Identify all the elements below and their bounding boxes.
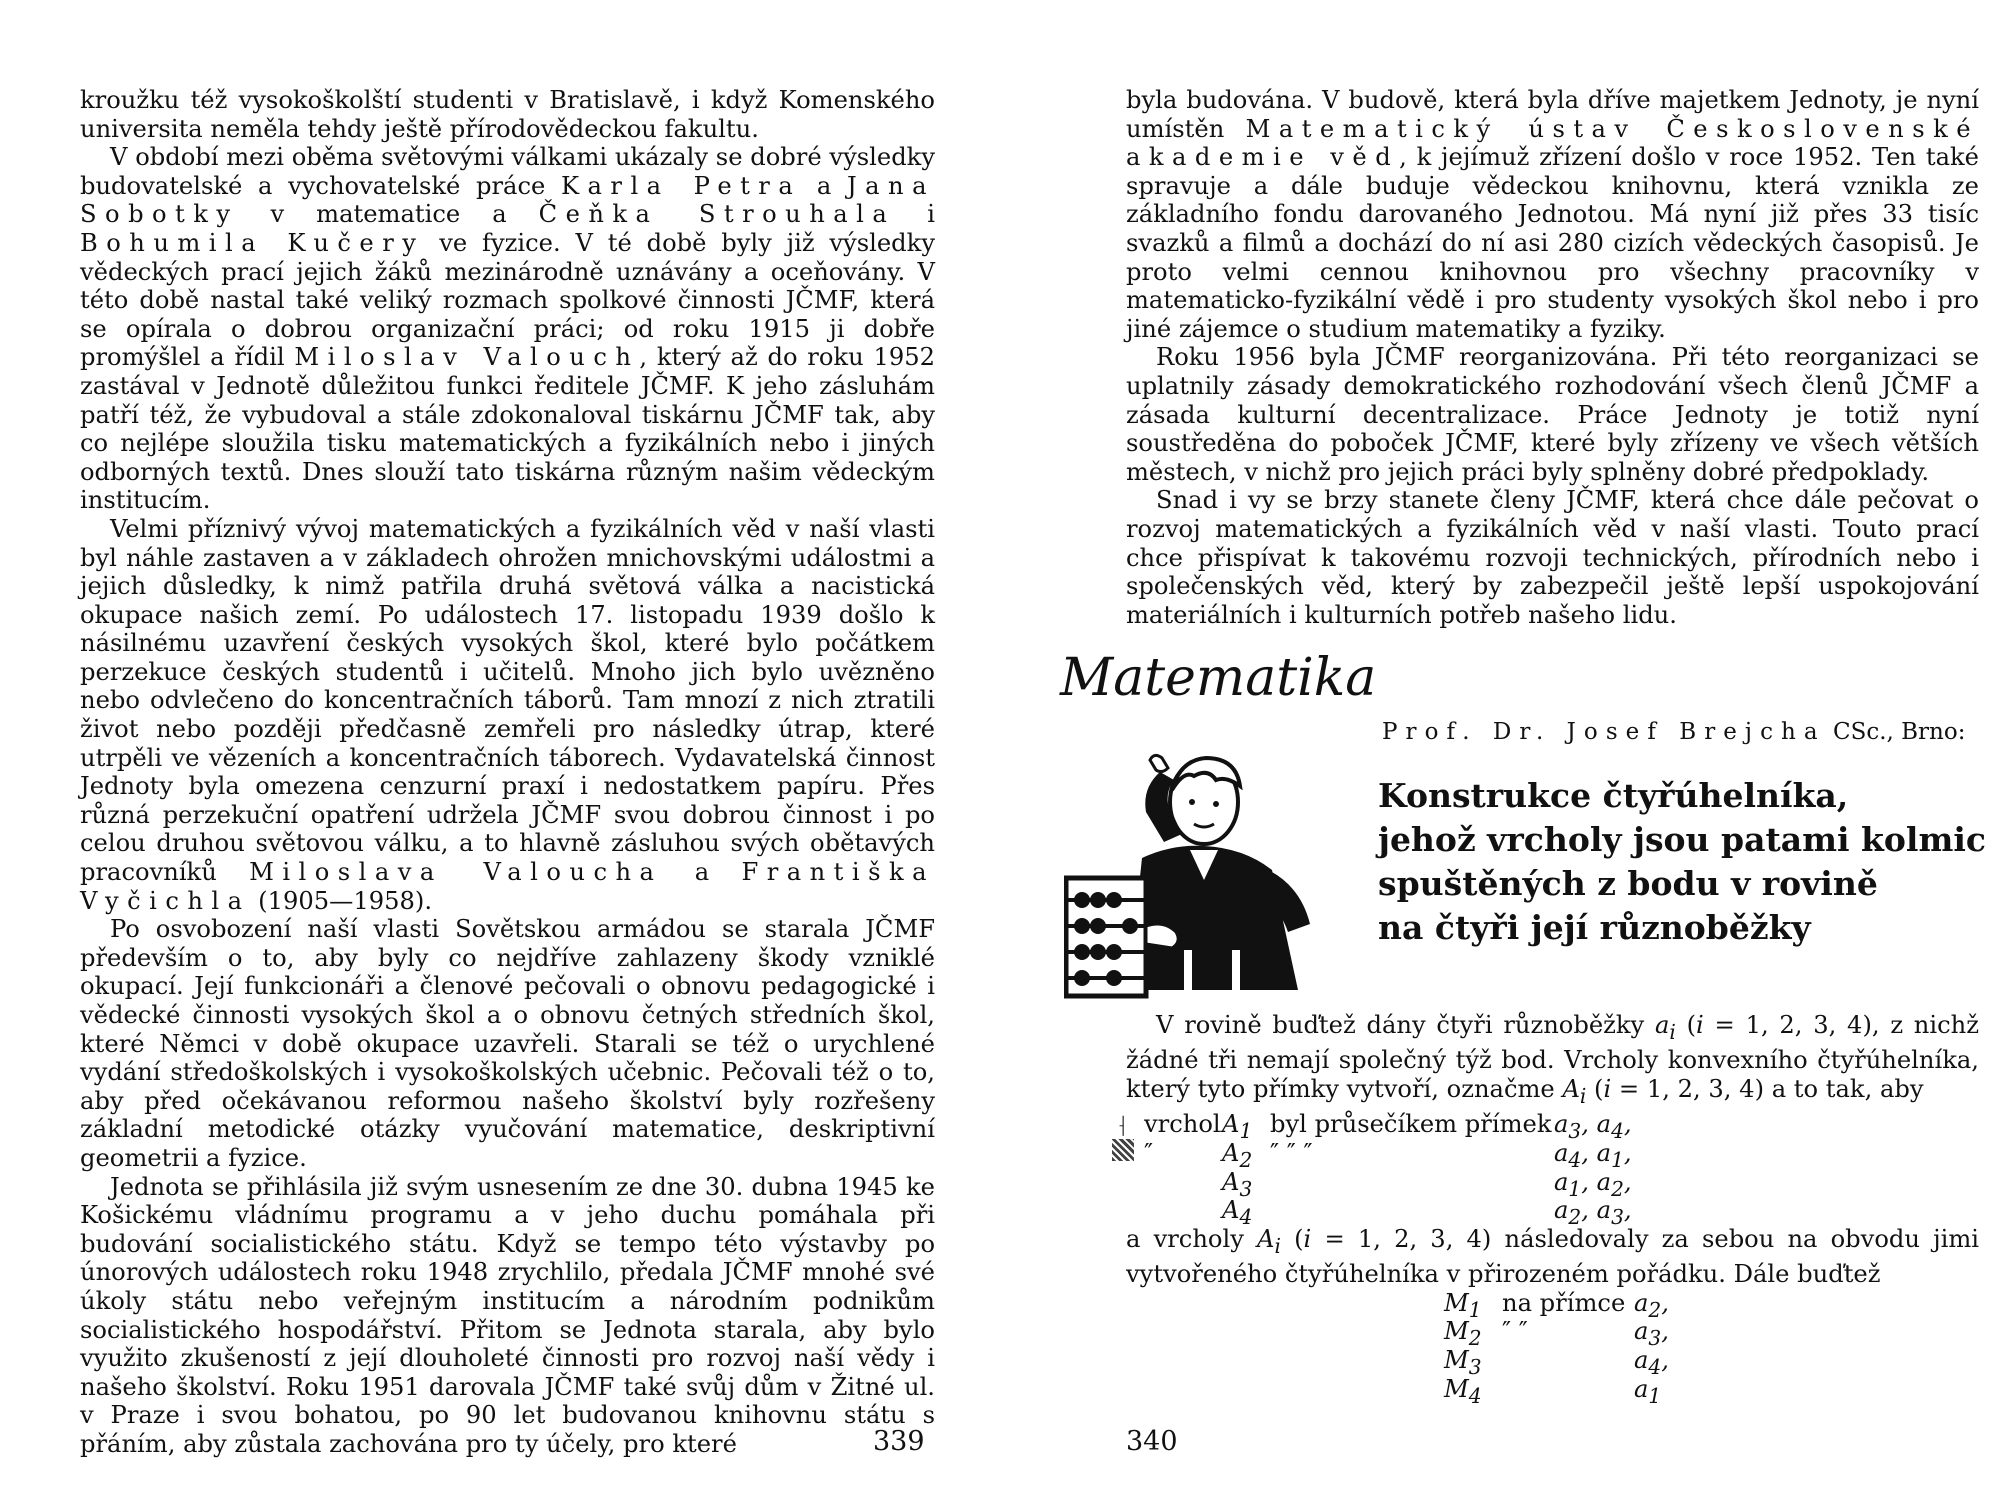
point-name: $M_2$ [1444, 1317, 1482, 1351]
math-section-body [1116, 1011, 1979, 1408]
point-line: $a_4$, [1634, 1346, 1669, 1379]
vertex-lines: $a_2$, $a_3$, [1554, 1196, 1632, 1230]
page-number-left: 339 [873, 1426, 925, 1457]
vertex-name: $A_1$ [1222, 1110, 1253, 1144]
point-row [1126, 1374, 1979, 1408]
point-row [1126, 1288, 1979, 1322]
vertex-row: ⸡ vrchol $A_1$ byl průsečíkem přímek $a_3$, $a_4$, [1126, 1110, 1979, 1139]
abacus-figure-illustration [1064, 750, 1329, 1008]
vertex-definition-list [1116, 1110, 1979, 1230]
point-line: $a_3$, [1634, 1317, 1669, 1351]
math-after-vertices-paragraph: a vrcholy $A_i$ (i = 1, 2, 3, 4) následovaly za sebou na obvodu jimi vytvořeného čtyřúhelníka v přirozeném pořádku. Dále buďtež [1126, 1224, 1979, 1289]
math-intro-paragraph: V rovině buďtež dány čtyři různoběžky $a_i$ (i = 1, 2, 3, 4), z nichž žádné tři nemají společný týž bod. Vrcholy konvexního čtyřúhelníka, který tyto přímky vytvoří, označme $A_i$ (i = 1, 2, 3, 4) a to tak, aby [1126, 1011, 1979, 1108]
vertex-description: ″ ″ ″ [1270, 1139, 1313, 1168]
left-page-paragraph: V období mezi oběma světovými válkami ukázaly se dobré výsledky budovatelské a vychovatelské práce Karla Petra a Jana Sobotky v matematice a Čeňka Strouhala i Bohumila Kučery ve fyzice. V té době byly již výsledky vědeckých prací jejich žáků mezinárodně uznávány a oceňovány. V této době nastal také veliký rozmach spolkové činnosti JČMF, která se opírala o dobrou organizační práci; od roku 1915 ji dobře promýšlel a řídil Miloslav Valouch, který až do roku 1952 zastával v Jednotě důležitou funkci ředitele JČMF. K jeho zásluhám patří též, že vybudoval a stále zdokonaloval tiskárnu JČMF tak, aby co nejlépe sloužila tisku matematických a fyzikálních nebo i jiných odborných textů. Dnes slouží tato tiskárna různým našim vědeckým institucím. [80, 143, 935, 515]
point-row [1126, 1346, 1979, 1379]
point-row [1126, 1317, 1979, 1351]
vertex-name: $A_4$ [1222, 1196, 1253, 1230]
vertex-lines: $a_4$, $a_1$, [1554, 1139, 1632, 1172]
point-name: $M_1$ [1444, 1288, 1482, 1322]
vertex-name: $A_2$ [1222, 1139, 1253, 1172]
point-description: na přímce [1502, 1288, 1626, 1317]
page-number-right: 340 [1126, 1426, 1178, 1457]
point-definition-list [1126, 1288, 1979, 1408]
right-page-paragraph: Roku 1956 byla JČMF reorganizována. Při této reorganizaci se uplatnily zásady demokratického rozhodování všech členů JČMF a zásada kulturní decentralizace. Práce Jednoty je totiž nyní soustředěna do poboček JČMF, které byly zřízeny ve všech větších městech, v nichž pro jejich práci byly splněny dobré předpoklady. [1126, 343, 1979, 486]
point-name: $M_4$ [1444, 1374, 1482, 1408]
left-page-paragraph: Jednota se přihlásila již svým usnesením ze dne 30. dubna 1945 ke Košickému vládnímu programu a v jeho duchu pomáhala při budování socialistického státu. Když se tempo této výstavby po únorových událostech roku 1948 zrychlilo, předala JČMF mnohé své úkoly státu nebo veřejným institucím a národním podnikům socialistického hospodářství. Přitom se Jednota starala, aby bylo využito zkušeností z její dlouholeté činnosti pro rozvoj naší vědy i našeho školství. Roku 1951 darovala JČMF také svůj dům v Žitné ul. v Praze i svou bohatou, po 90 let budovanou knihovnu státu s přáním, aby zůstala zachována pro ty účely, pro které [80, 1172, 935, 1458]
section-heading: Matematika [1060, 648, 1377, 708]
right-page-text [1126, 86, 1979, 629]
vertex-row [1126, 1139, 1979, 1172]
article-title: Konstrukce čtyřúhelníka, jehož vrcholy jsou patami kolmic spuštěných z bodu v rovině na čtyři její různoběžky [1378, 776, 1987, 947]
vertex-label: vrchol [1144, 1110, 1221, 1139]
point-line: $a_1$ [1634, 1374, 1662, 1408]
vertex-row [1126, 1196, 1979, 1230]
vertex-name: $A_3$ [1222, 1167, 1253, 1201]
right-page-paragraph: Snad i vy se brzy stanete členy JČMF, která chce dále pečovat o rozvoj matematických a fyzikálních věd v naší vlasti. Touto prací chce přispívat k takovému rozvoji technických, přírodních nebo i společenských věd, který by zabezpečil ještě lepší uspokojování materiálních i kulturních potřeb našeho lidu. [1126, 486, 1979, 629]
left-page-paragraph: Po osvobození naší vlasti Sovětskou armádou se starala JČMF především o to, aby byly co nejdříve zahlazeny škody vzniklé okupací. Její funkcionáři a členové pečovali o obnovu pedagogické i vědecké činnosti vysokých škol a o obnovu četných středních škol, které Němci v době okupace uzavřeli. Starali se též o urychlené vydání středoškolských i vysokoškolských učebnic. Pečovali též o to, aby před očekávanou reformou našeho školství byly rozřešeny základní metodické otázky vyučování matematice, deskriptivní geometrii a fyzice. [80, 915, 935, 1172]
vertex-description: byl průsečíkem přímek [1270, 1110, 1552, 1139]
point-description: ″ ″ [1502, 1317, 1528, 1346]
left-page-text [80, 86, 935, 1459]
right-page-paragraph: byla budována. V budově, která byla dříve majetkem Jednoty, je nyní umístěn Matematický ústav Československé akademie věd, k jejímuž zřízení došlo v roce 1952. Ten také spravuje a dále buduje vědeckou knihovnu, která vznikla ze základního fondu darovaného Jednotou. Má nyní již přes 33 tisíc svazků a filmů a dochází do ní asi 280 cizích vědeckých časopisů. Je proto velmi cennou knihovnou pro všechny pracovníky v matematicko-fyzikální vědě i pro studenty vysokých škol nebo i pro jiné zájemce o studium matematiky a fyziky. [1126, 86, 1980, 343]
vertex-label: ″ [1144, 1139, 1154, 1168]
abacus-figure-icon [1064, 750, 1329, 1008]
vertex-lines: $a_3$, $a_4$, [1554, 1110, 1632, 1144]
left-page-paragraph: kroužku též vysokoškolští studenti v Bratislavě, i když Komenského universita neměla tehdy ještě přírodovědeckou fakultu. [80, 86, 935, 143]
left-page-paragraph: Velmi příznivý vývoj matematických a fyzikálních věd v naší vlasti byl náhle zastaven a v základech ohrožen mnichovskými událostmi a jejich důsledky, k nimž patřila druhá světová válka a nacistická okupace našich zemí. Po událostech 17. listopadu 1939 došlo k násilnému uzavření českých vysokých škol, které bylo počátkem perzekuce českých studentů i učitelů. Mnoho jich bylo uvězněno nebo odvlečeno do koncentračních táborů. Tam mnozí z nich ztratili život nebo později předčasně zemřeli pro následky útrap, které utrpěli ve vězeních a koncentračních táborech. Vydavatelská činnost Jednoty byla omezena cenzurní praxí i nedostatkem papíru. Přes různá perzekuční opatření udržela JČMF svou dobrou činnost i po celou druhou světovou válku, a to hlavně zásluhou svých obětavých pracovníků Miloslava Valoucha a Františka Vyčichla (1905—1958). [80, 514, 935, 915]
vertex-row [1126, 1167, 1979, 1201]
article-byline: Prof. Dr. Josef Brejcha CSc., Brno: [1382, 719, 1966, 745]
vertex-lines: $a_1$, $a_2$, [1554, 1167, 1632, 1201]
point-name: $M_3$ [1444, 1346, 1482, 1379]
point-line: $a_2$, [1634, 1288, 1669, 1322]
